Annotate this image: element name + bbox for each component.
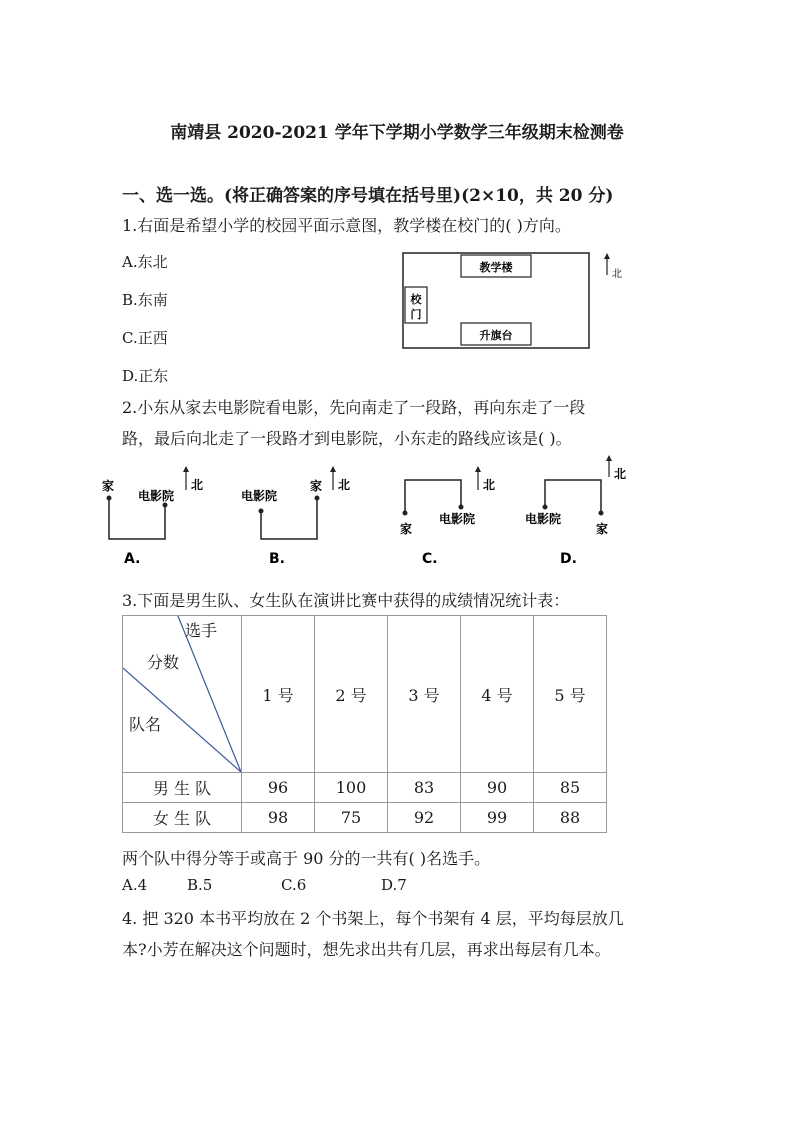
- question-3-stem: 3.下面是男生队、女生队在演讲比赛中获得的成绩情况统计表：: [122, 591, 570, 610]
- q3-option-a: A.4: [122, 876, 148, 894]
- route-option-d: [525, 455, 626, 567]
- svg-text:电影院: 电影院: [138, 489, 175, 503]
- score-cell: 85: [534, 773, 607, 803]
- column-header: 4 号: [461, 616, 534, 773]
- question-1-stem: 1.右面是希望小学的校园平面示意图，教学楼在校门的( )方向。: [122, 216, 571, 235]
- svg-text:电影院: 电影院: [525, 512, 562, 526]
- column-header: 1 号: [242, 616, 315, 773]
- question-4-stem-1: 4. 把 320 本书平均放在 2 个书架上，每个书架有 4 层，平均每层放几: [122, 909, 624, 928]
- gate-label-1: 校: [410, 293, 422, 306]
- table-header-diagonal-cell: [123, 616, 242, 773]
- question-3-question: 两个队中得分等于或高于 90 分的一共有( )名选手。: [122, 849, 491, 868]
- table-row: [123, 773, 607, 803]
- table-row: [123, 803, 607, 833]
- route-options-diagram: [95, 455, 735, 575]
- team-name: 女 生 队: [123, 803, 242, 833]
- svg-text:家: 家: [102, 479, 115, 493]
- svg-text:北: 北: [614, 467, 627, 481]
- svg-text:电影院: 电影院: [439, 512, 476, 526]
- score-cell: 88: [534, 803, 607, 833]
- score-cell: 75: [315, 803, 388, 833]
- column-header: 3 号: [388, 616, 461, 773]
- q1-option-c: C.正西: [122, 329, 168, 347]
- score-cell: 92: [388, 803, 461, 833]
- svg-text:电影院: 电影院: [241, 489, 278, 503]
- svg-text:A.: A.: [124, 551, 141, 567]
- route-option-a: [102, 466, 203, 567]
- gate-label-2: 门: [410, 308, 422, 321]
- score-table: [122, 615, 607, 833]
- column-header: 5 号: [534, 616, 607, 773]
- score-cell: 83: [388, 773, 461, 803]
- question-4-stem-2: 本?小芳在解决这个问题时，想先求出共有几层，再求出每层有几本。: [122, 940, 611, 959]
- svg-text:家: 家: [596, 522, 609, 536]
- campus-map-diagram: [395, 245, 625, 355]
- header-team: 队名: [129, 715, 162, 734]
- svg-text:D.: D.: [560, 551, 577, 567]
- page-title: 南靖县 2020-2021 学年下学期小学数学三年级期末检测卷: [170, 123, 624, 143]
- score-cell: 96: [242, 773, 315, 803]
- q3-option-c: C.6: [281, 876, 307, 894]
- q3-option-d: D.7: [381, 876, 407, 894]
- section-heading: 一、选一选。(将正确答案的序号填在括号里)(2×10，共 20 分): [122, 186, 614, 206]
- score-cell: 100: [315, 773, 388, 803]
- north-label: 北: [612, 269, 622, 280]
- header-score: 分数: [147, 653, 180, 672]
- question-2-stem-2: 路，最后向北走了一段路才到电影院，小东走的路线应该是( )。: [122, 429, 572, 448]
- q1-option-b: B.东南: [122, 291, 168, 309]
- svg-text:北: 北: [338, 478, 351, 492]
- column-header: 2 号: [315, 616, 388, 773]
- svg-text:北: 北: [191, 478, 204, 492]
- svg-text:家: 家: [310, 479, 323, 493]
- q1-option-a: A.东北: [122, 253, 168, 271]
- q1-option-d: D.正东: [122, 367, 169, 385]
- route-option-b: [241, 466, 350, 567]
- score-cell: 99: [461, 803, 534, 833]
- building-label: 教学楼: [479, 261, 513, 274]
- route-option-c: [400, 466, 495, 567]
- svg-text:北: 北: [483, 478, 496, 492]
- svg-text:C.: C.: [422, 551, 438, 567]
- score-cell: 90: [461, 773, 534, 803]
- team-name: 男 生 队: [123, 773, 242, 803]
- q3-option-b: B.5: [187, 876, 213, 894]
- score-cell: 98: [242, 803, 315, 833]
- platform-label: 升旗台: [479, 329, 513, 342]
- svg-text:家: 家: [400, 522, 413, 536]
- svg-text:B.: B.: [269, 551, 285, 567]
- question-2-stem-1: 2.小东从家去电影院看电影，先向南走了一段路，再向东走了一段: [122, 398, 586, 417]
- header-players: 选手: [185, 621, 218, 640]
